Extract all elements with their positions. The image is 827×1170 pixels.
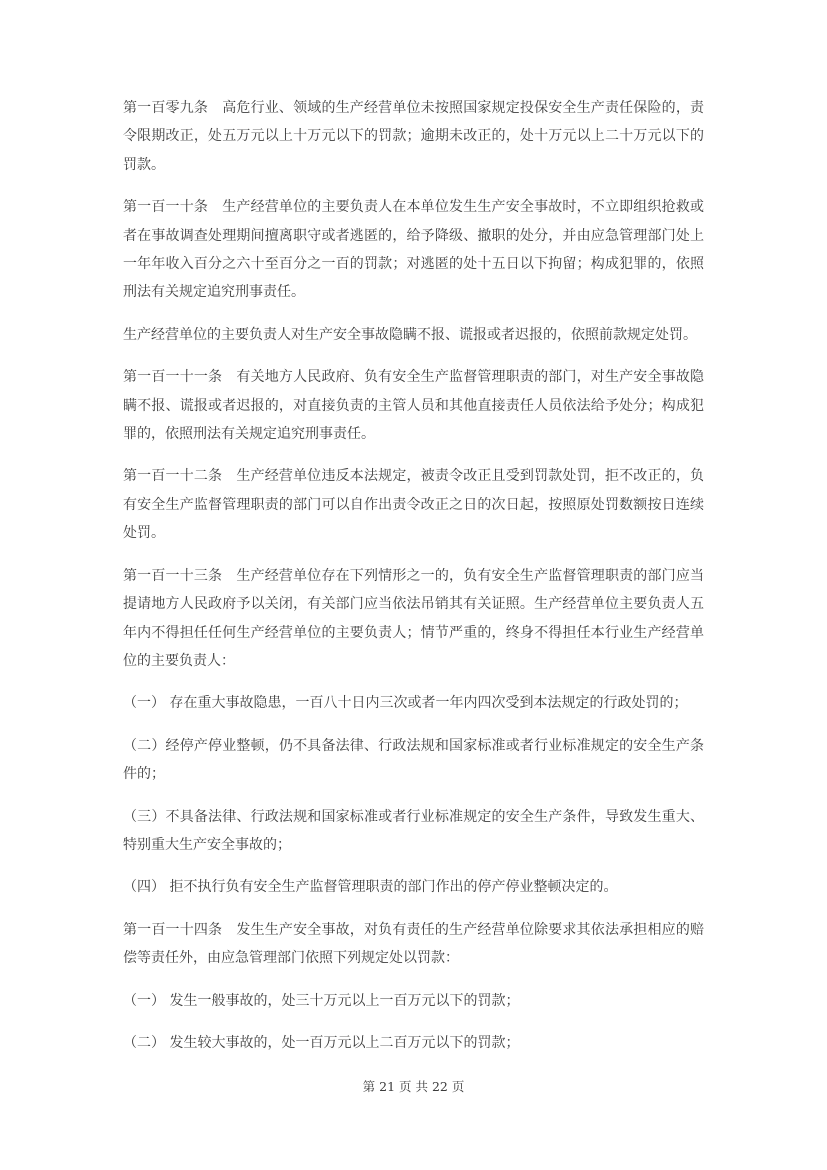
article-114-paragraph: 第一百一十四条 发生生产安全事故，对负有责任的生产经营单位除要求其依法承担相应的赔偿等责任外，由应急管理部门依照下列规定处以罚款：: [123, 921, 704, 967]
page-footer: [0, 1078, 827, 1096]
article-113-item-2: （二）经停产停业整顿，仍不具备法律、行政法规和国家标准或者行业标准规定的安全生产条件的；: [123, 737, 704, 783]
article-110-paragraph-2: 生产经营单位的主要负责人对生产安全事故隐瞒不报、谎报或者迟报的，依照前款规定处罚。: [123, 326, 697, 343]
article-110-paragraph: 第一百一十条 生产经营单位的主要负责人在本单位发生生产安全事故时，不立即组织抢救或者在事故调查处理期间擅离职守或者逃匿的，给予降级、撤职的处分，并由应急管理部门处上一年年收入百分之六十至百分之一百的罚款；对逃匿的处十五日以下拘留；构成犯罪的，依照刑法有关规定追究刑事责任。: [123, 199, 704, 301]
article-112-paragraph: 第一百一十二条 生产经营单位违反本法规定，被责令改正且受到罚款处罚，拒不改正的，负有安全生产监督管理职责的部门可以自作出责令改正之日的次日起，按照原处罚数额按日连续处罚。: [123, 468, 704, 542]
article-114-item-2: （二） 发生较大事故的，处一百万元以上二百万元以下的罚款；: [123, 1034, 520, 1051]
article-111-paragraph: 第一百一十一条 有关地方人民政府、负有安全生产监督管理职责的部门，对生产安全事故隐瞒不报、谎报或者迟报的，对直接负责的主管人员和其他直接责任人员依法给予处分；构成犯罪的，依照刑法有关规定追究刑事责任。: [123, 369, 704, 443]
article-114-item-1: （一） 发生一般事故的，处三十万元以上一百万元以下的罚款；: [123, 992, 520, 1009]
article-113-item-3: （三）不具备法律、行政法规和国家标准或者行业标准规定的安全生产条件，导致发生重大、特别重大生产安全事故的；: [123, 808, 704, 853]
article-113-item-4: （四） 拒不执行负有安全生产监督管理职责的部门作出的停产停业整顿决定的。: [123, 879, 618, 896]
page-number-indicator: 第 21 页 共 22 页: [362, 1079, 465, 1094]
article-109-paragraph: 第一百零九条 高危行业、领域的生产经营单位未按照国家规定投保安全生产责任保险的，责令限期改正，处五万元以上十万元以下的罚款；逾期未改正的，处十万元以上二十万元以下的罚款。: [123, 100, 704, 173]
document-body: [123, 94, 704, 1071]
article-113-item-1: （一） 存在重大事故隐患，一百八十日内三次或者一年内四次受到本法规定的行政处罚的；: [123, 695, 688, 712]
article-113-paragraph: 第一百一十三条 生产经营单位存在下列情形之一的，负有安全生产监督管理职责的部门应当提请地方人民政府予以关闭，有关部门应当依法吊销其有关证照。生产经营单位主要负责人五年内不得担任任何生产经营单位的主要负责人；情节严重的，终身不得担任本行业生产经营单位的主要负责人：: [123, 567, 704, 669]
